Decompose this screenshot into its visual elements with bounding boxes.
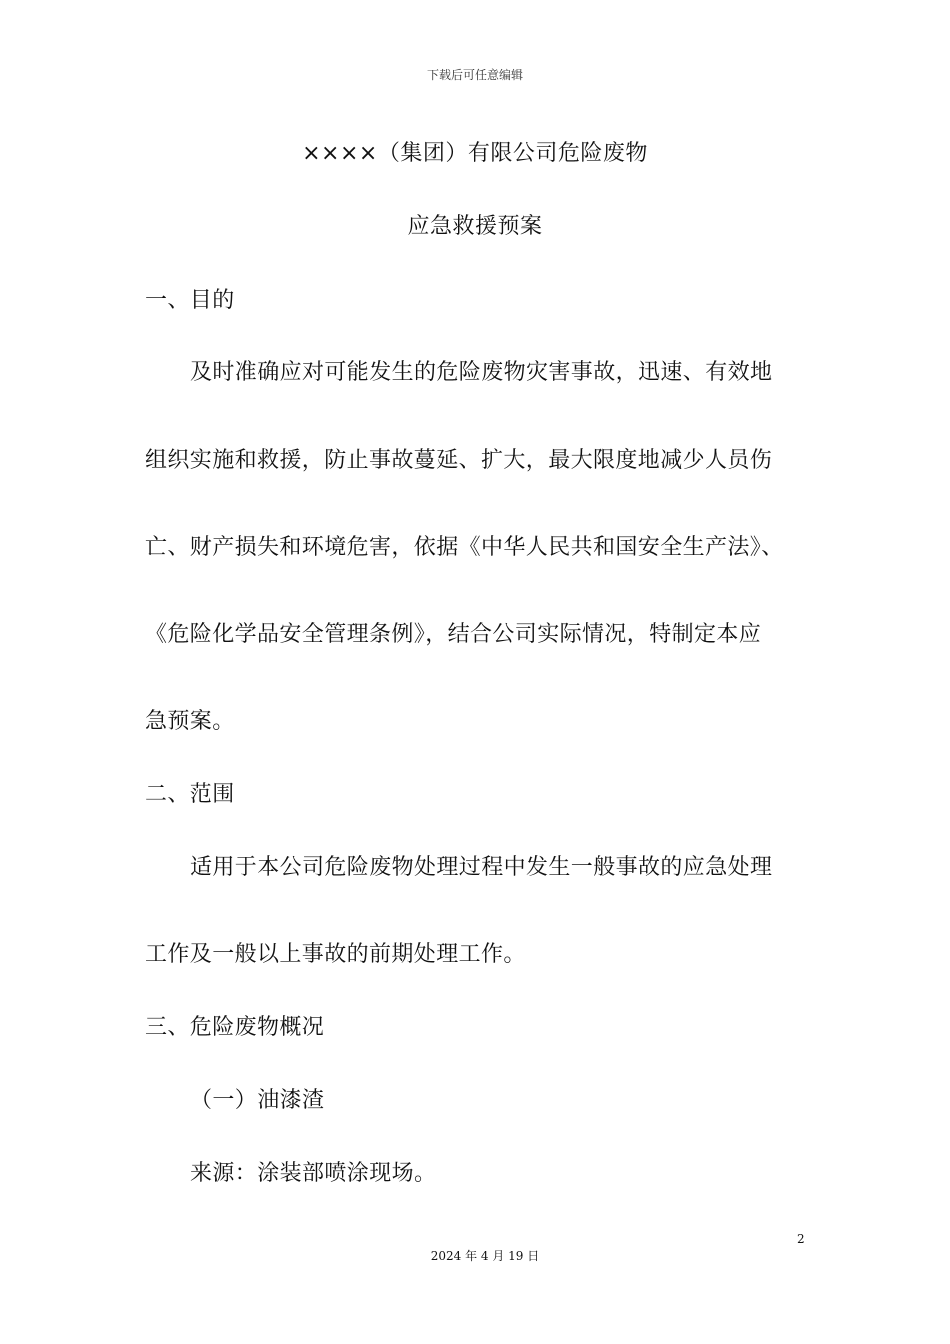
- page-header-note: 下载后可任意编辑: [426, 68, 523, 82]
- page-number: 2: [797, 1232, 805, 1246]
- document-title-line-2: 应急救援预案: [407, 214, 543, 239]
- footer-date: 2024 年 4 月 19 日: [430, 1249, 540, 1263]
- scope-paragraph-line: 适用于本公司危险废物处理过程中发生一般事故的应急处理: [190, 855, 773, 880]
- section-heading-purpose: 一、目的: [145, 288, 235, 313]
- scope-paragraph-line: 工作及一般以上事故的前期处理工作。: [145, 942, 526, 967]
- purpose-paragraph-line: 及时准确应对可能发生的危险废物灾害事故，迅速、有效地: [190, 360, 773, 385]
- section-heading-scope: 二、范围: [145, 782, 235, 807]
- purpose-paragraph-line: 《危险化学品安全管理条例》，结合公司实际情况，特制定本应: [145, 622, 762, 647]
- section-heading-overview: 三、危险废物概况: [145, 1015, 325, 1040]
- subsection-heading-paint-residue: （一）油漆渣: [190, 1088, 325, 1113]
- source-line: 来源：涂装部喷涂现场。: [190, 1161, 437, 1186]
- document-title-line-1: ××××（集团）有限公司危险废物: [302, 141, 648, 166]
- purpose-paragraph-line: 急预案。: [145, 709, 235, 734]
- purpose-paragraph-line: 组织实施和救援，防止事故蔓延、扩大，最大限度地减少人员伤: [145, 448, 773, 473]
- purpose-paragraph-line: 亡、财产损失和环境危害，依据《中华人民共和国安全生产法》、: [145, 535, 784, 560]
